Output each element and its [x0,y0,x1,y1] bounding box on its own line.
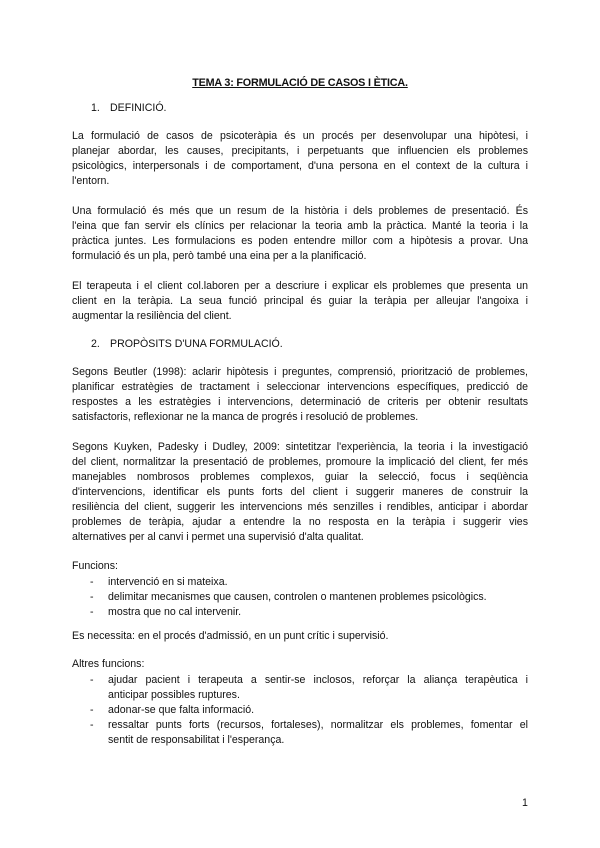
list-item [90,703,528,718]
section-number: 2. [91,338,100,350]
text-line: d'intervencions, identificar els punts forts del client i suggerir maneres de construir la [72,486,528,498]
document-title: TEMA 3: FORMULACIÓ DE CASOS I ÈTICA. [192,77,408,89]
dash-bullet: - [90,576,94,588]
altres-label: Altres funcions: [72,658,145,670]
page-number: 1 [522,797,528,809]
text-line: adonar-se que falta informació. [108,704,255,716]
text-line: alternatives per al canvi i permet una supervisió d'alta qualitat. [72,531,364,543]
funcions-list [90,575,528,620]
text-line: ajudar pacient i terapeuta a sentir-se inclosos, reforçar la aliança terapèutica i [108,674,528,686]
list-item [90,718,528,748]
text-line: problemes de teràpia, ajudar a entendre la no resposta en la teràpia i suggerir vies [72,516,528,528]
text-line: Segons Beutler (1998): aclarir hipòtesis i preguntes, comprensió, priorització de problemes, [72,366,528,378]
altres-list [90,673,528,748]
text-line: pràctica juntes. Les formulacions es poden entendre millor com a hipòtesis a provar. Una [72,235,528,247]
text-line: manejables nombrosos problemes complexos, guiar la selecció, focus i seqüència [72,471,528,483]
section-title: DEFINICIÓ. [110,102,167,114]
paragraph [72,204,528,264]
text-line: del client, normalitzar la presentació de problemes, promoure la implicació del client, fer més [72,456,528,468]
list-item-text: delimitar mecanismes que causen, controlen o mantenen problemes psicològics. [108,591,487,603]
section-heading-definicio [91,101,167,116]
list-item [90,590,528,605]
text-line: satisfactoris, reflexionar ne la manca de progrés i resolució de problemes. [72,411,419,423]
paragraph [72,129,528,189]
necessita-text: Es necessita: en el procés d'admissió, en un punt crític i supervisió. [72,630,389,642]
list-item [90,605,528,620]
text-line: resiliència del client, suggerir les intervencions més senzilles i rendibles, anticipar i abordar [72,501,528,513]
text-line: formulació és un pla, però també una eina per a la planificació. [72,250,367,262]
list-item [90,575,528,590]
dash-bullet: - [90,674,94,686]
dash-bullet: - [90,591,94,603]
text-line: Una formulació és més que un resum de la història i dels problemes de presentació. És [72,205,528,217]
paragraph [72,440,528,545]
section-heading-proposits [91,337,283,352]
dash-bullet: - [90,704,94,716]
text-line: ressaltar punts forts (recursos, fortaleses), normalitzar els problemes, fomentar el [108,719,528,731]
text-line: l'entorn. [72,175,110,187]
text-line: respostes a les estratègies i intervencions, determinació de criteris per obtenir resultats [72,396,528,408]
dash-bullet: - [90,606,94,618]
text-line: psicològics, interpersonals i de comportament, d'una persona en el context de la cultura i [72,160,528,172]
text-line: La formulació de casos de psicoteràpia és un procés per desenvolupar una hipòtesi, i [72,130,528,142]
dash-bullet: - [90,719,94,731]
list-item-text: intervenció en si mateixa. [108,576,228,588]
section-title: PROPÒSITS D'UNA FORMULACIÓ. [110,338,283,350]
paragraph [72,279,528,324]
section-number: 1. [91,102,100,114]
text-line: augmentar la resiliència del client. [72,310,232,322]
text-line: El terapeuta i el client col.laboren per a descriure i explicar els problemes que presenta un [72,280,528,292]
list-item [90,673,528,703]
text-line: planejar abordar, les causes, precipitants, i perpetuants que influencien els problemes [72,145,528,157]
text-line: anticipar possibles ruptures. [108,689,240,701]
text-line: client en la teràpia. La seua funció principal és guiar la teràpia per alleujar l'angoixa i [72,295,528,307]
list-item-text: mostra que no cal intervenir. [108,606,242,618]
text-line: l'eina que fan servir els clínics per relacionar la teoria amb la pràctica. Manté la teoria i la [72,220,528,232]
text-line: sentit de responsabilitat i l'esperança. [108,734,285,746]
funcions-label: Funcions: [72,560,118,572]
paragraph [72,365,528,425]
text-line: Segons Kuyken, Padesky i Dudley, 2009: sintetitzar l'experiència, la teoria i la investigació [72,441,528,453]
text-line: planificar estratègies de tractament i seleccionar intervencions específiques, predicció de [72,381,528,393]
